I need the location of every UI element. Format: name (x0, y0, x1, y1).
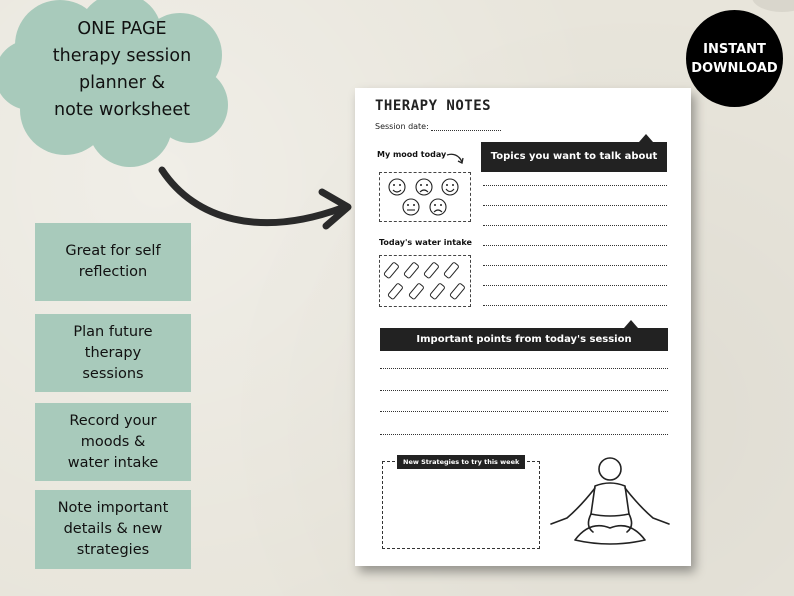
points-label: Important points from today's session (416, 334, 632, 345)
topics-line (483, 305, 667, 306)
badge-line: DOWNLOAD (691, 60, 778, 76)
session-date-label: Session date: (375, 122, 429, 131)
headline-line: planner & (78, 73, 166, 93)
feature-text: Plan future (73, 323, 153, 340)
topics-line (483, 265, 667, 266)
strategies-box (382, 461, 540, 549)
points-line (380, 368, 668, 369)
topics-line (483, 285, 667, 286)
feature-text: therapy (84, 344, 142, 361)
feature-text: sessions (82, 365, 144, 382)
topics-line (483, 205, 667, 206)
strategies-label: New Strategies to try this week (397, 455, 525, 469)
topics-label: Topics you want to talk about (490, 151, 658, 162)
badge-line: INSTANT (703, 41, 766, 57)
feature-box (35, 314, 191, 392)
topics-line (483, 225, 667, 226)
feature-text: details & new (63, 521, 163, 537)
feature-box (35, 490, 191, 569)
worksheet-page (355, 88, 691, 566)
feature-text: moods & (80, 433, 146, 450)
instant-download-badge (686, 10, 783, 107)
headline (22, 16, 222, 124)
session-date-line (431, 130, 501, 131)
headline-line: ONE PAGE (77, 19, 167, 39)
worksheet-title: THERAPY NOTES (375, 98, 492, 114)
meditation-figure-icon (545, 456, 675, 551)
topics-tab (639, 134, 653, 142)
points-header (380, 328, 668, 351)
headline-line: note worksheet (54, 100, 190, 120)
points-line (380, 434, 668, 435)
topics-line (483, 245, 667, 246)
water-box (379, 255, 471, 307)
points-tab (624, 320, 638, 328)
points-line (380, 390, 668, 391)
topics-header (481, 142, 667, 172)
water-bottle-icon (380, 256, 470, 306)
feature-text: water intake (67, 454, 159, 471)
points-line (380, 411, 668, 412)
feature-box (35, 223, 191, 301)
feature-text: strategies (76, 542, 150, 558)
feature-text: Great for self (65, 243, 161, 259)
feature-text: Note important (57, 500, 169, 516)
headline-line: therapy session (52, 46, 192, 66)
mood-faces-icon (380, 173, 470, 221)
feature-text: reflection (78, 264, 148, 280)
feature-box (35, 403, 191, 481)
mood-label: My mood today (377, 150, 447, 159)
small-arrow-icon (445, 151, 467, 167)
mood-box (379, 172, 471, 222)
topics-line (483, 185, 667, 186)
water-label: Today's water intake (379, 238, 472, 247)
feature-text: Record your (69, 412, 157, 429)
